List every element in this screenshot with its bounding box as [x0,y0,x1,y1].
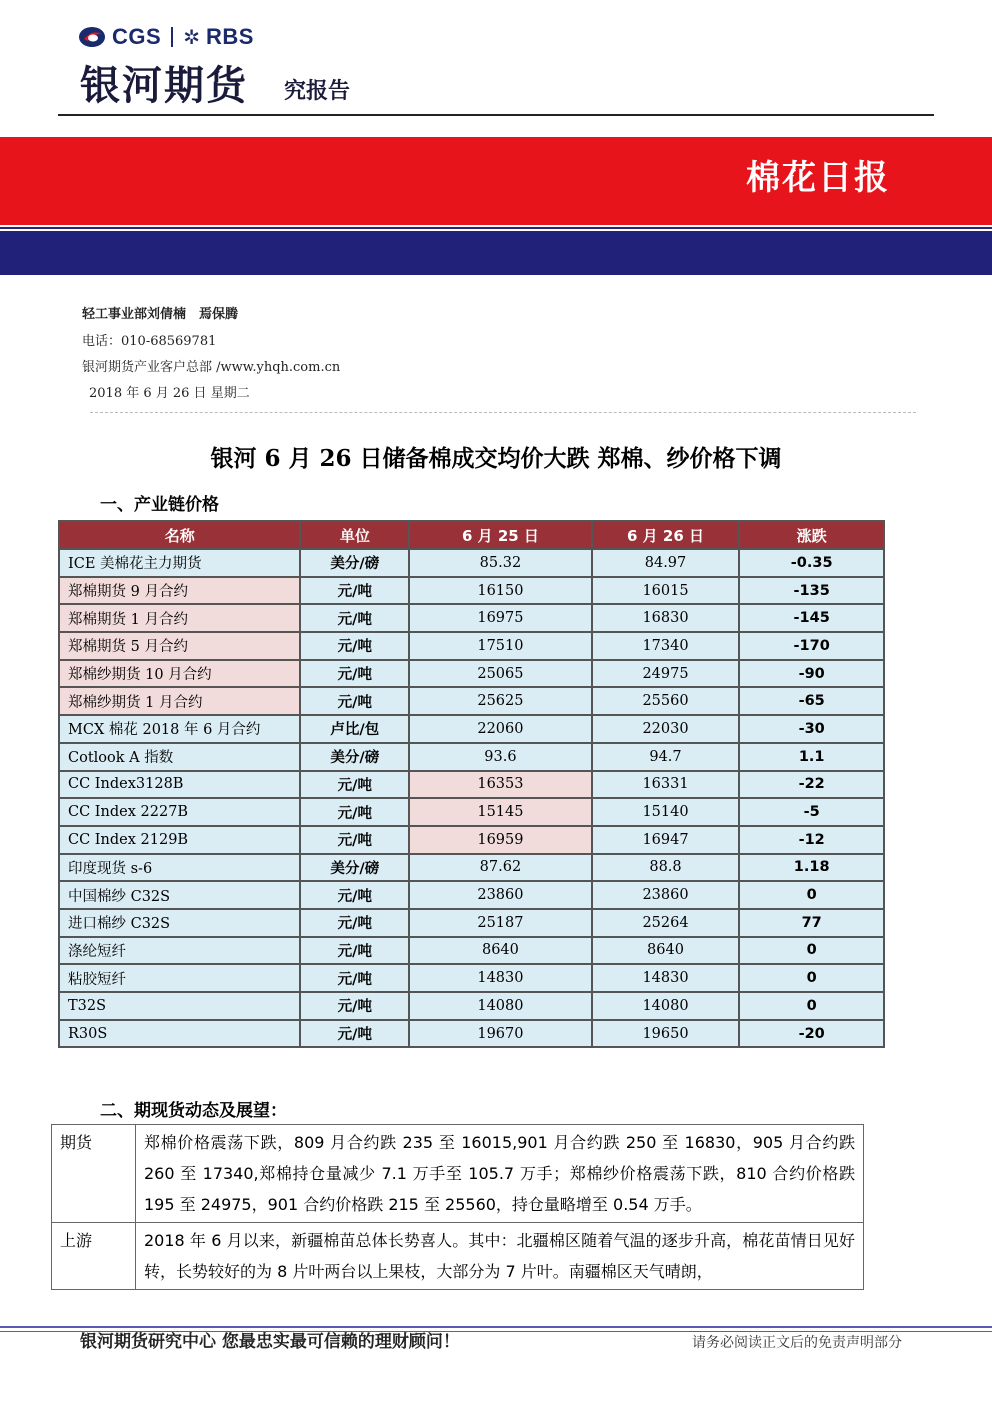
price-jun26-cell: 84.97 [592,549,740,577]
price-jun25-cell: 22060 [409,715,592,743]
footer-slogan: 银河期货研究中心 您最忠实最可信赖的理财顾问！ [80,1332,460,1352]
table-row [59,909,884,937]
logo-divider [171,27,173,47]
price-jun26-cell: 16830 [592,604,740,632]
price-jun25-cell: 19670 [409,1020,592,1048]
name-cell: Cotlook A 指数 [59,743,300,771]
outlook-label: 期货 [52,1125,136,1223]
author-line: 轻工事业部刘倩楠 焉保腾 [82,307,239,322]
outlook-row [52,1223,864,1290]
name-cell: MCX 棉花 2018 年 6 月合约 [59,715,300,743]
change-cell: 1.1 [739,743,884,771]
table-row [59,687,884,715]
name-cell: 郑棉期货 1 月合约 [59,604,300,632]
unit-cell: 元/吨 [300,964,409,992]
change-cell: 0 [739,937,884,965]
rbs-daisy-icon: ✲ [183,25,200,49]
name-cell: 郑棉纱期货 1 月合约 [59,687,300,715]
table-row [59,604,884,632]
price-jun25-cell: 87.62 [409,854,592,882]
price-jun26-cell: 16331 [592,771,740,799]
unit-cell: 元/吨 [300,798,409,826]
price-jun25-cell: 15145 [409,798,592,826]
change-cell: 1.18 [739,854,884,882]
table-row [59,577,884,605]
name-cell: 涤纶短纤 [59,937,300,965]
price-jun26-cell: 14830 [592,964,740,992]
change-cell: -12 [739,826,884,854]
table-row [59,992,884,1020]
unit-cell: 卢比/包 [300,715,409,743]
brand-name: 银河期货 [80,62,248,109]
change-cell: 77 [739,909,884,937]
logo-cgs-text: CGS [112,24,162,49]
change-cell: -5 [739,798,884,826]
price-jun26-cell: 88.8 [592,854,740,882]
price-jun25-cell: 25625 [409,687,592,715]
name-cell: CC Index3128B [59,771,300,799]
name-cell: 进口棉纱 C32S [59,909,300,937]
phone-line: 电话：010-68569781 [82,334,217,349]
section-1-title: 一、产业链价格 [100,495,219,515]
price-table [58,520,885,1048]
logo-rbs-text: RBS [205,24,254,49]
unit-cell: 元/吨 [300,660,409,688]
unit-cell: 元/吨 [300,771,409,799]
column-header: 6 月 26 日 [592,521,740,549]
meta-divider [90,412,916,413]
name-cell: ICE 美棉花主力期货 [59,549,300,577]
unit-cell: 元/吨 [300,992,409,1020]
price-jun26-cell: 16947 [592,826,740,854]
change-cell: -0.35 [739,549,884,577]
change-cell: 0 [739,992,884,1020]
outlook-row [52,1125,864,1223]
price-table-header [59,521,884,549]
banner-divider [0,227,992,229]
name-cell: 郑棉纱期货 10 月合约 [59,660,300,688]
price-jun25-cell: 16150 [409,577,592,605]
price-jun25-cell: 14080 [409,992,592,1020]
unit-cell: 元/吨 [300,881,409,909]
price-jun26-cell: 24975 [592,660,740,688]
table-row [59,854,884,882]
table-row [59,660,884,688]
price-jun25-cell: 93.6 [409,743,592,771]
table-row [59,771,884,799]
table-row [59,964,884,992]
outlook-table [51,1124,864,1290]
price-jun26-cell: 15140 [592,798,740,826]
table-row [59,632,884,660]
cgs-swirl-icon [78,25,106,49]
table-row [59,826,884,854]
outlook-text: 郑棉价格震荡下跌，809 月合约跌 235 至 16015,901 月合约跌 250 至 16830，905 月合约跌 260 至 17340,郑棉持仓量减少 7.1 万手至 105.7 万手；郑棉纱价格震荡下跌，810 合约价格跌 195 至 24975，901 合约价格跌 215 至 25560，持仓量略增至 0.54 万手。 [136,1125,864,1223]
change-cell: -30 [739,715,884,743]
table-row [59,715,884,743]
price-jun25-cell: 17510 [409,632,592,660]
section-2-title: 二、期现货动态及展望： [100,1101,287,1121]
name-cell: 中国棉纱 C32S [59,881,300,909]
change-cell: -90 [739,660,884,688]
change-cell: -65 [739,687,884,715]
column-header: 6 月 25 日 [409,521,592,549]
name-cell: 郑棉期货 9 月合约 [59,577,300,605]
name-cell: CC Index 2227B [59,798,300,826]
website-line[interactable]: 银河期货产业客户总部 /www.yhqh.com.cn [82,360,341,375]
navy-banner [0,231,992,275]
unit-cell: 美分/磅 [300,743,409,771]
price-jun26-cell: 19650 [592,1020,740,1048]
name-cell: T32S [59,992,300,1020]
unit-cell: 元/吨 [300,632,409,660]
unit-cell: 元/吨 [300,687,409,715]
price-jun26-cell: 25264 [592,909,740,937]
document-title: 银河 6 月 26 日储备棉成交均价大跌 郑棉、纱价格下调 [210,445,782,472]
name-cell: 印度现货 s-6 [59,854,300,882]
name-cell: R30S [59,1020,300,1048]
price-jun26-cell: 25560 [592,687,740,715]
logo [78,24,254,50]
table-row [59,881,884,909]
price-jun25-cell: 16353 [409,771,592,799]
name-cell: 郑棉期货 5 月合约 [59,632,300,660]
column-header: 涨跌 [739,521,884,549]
price-jun25-cell: 16959 [409,826,592,854]
report-title: 棉花日报 [746,158,890,198]
price-jun25-cell: 16975 [409,604,592,632]
price-jun26-cell: 16015 [592,577,740,605]
footer-disclaimer: 请务必阅读正文后的免责声明部分 [692,1335,902,1351]
column-header: 名称 [59,521,300,549]
unit-cell: 元/吨 [300,604,409,632]
date-line: 2018 年 6 月 26 日 星期二 [89,386,250,401]
table-row [59,1020,884,1048]
outlook-text: 2018 年 6 月以来，新疆棉苗总体长势喜人。其中：北疆棉区随着气温的逐步升高，棉花苗情日见好转，长势较好的为 8 片叶两台以上果枝，大部分为 7 片叶。南疆棉区天气晴朗， [136,1223,864,1290]
price-jun25-cell: 85.32 [409,549,592,577]
price-jun26-cell: 94.7 [592,743,740,771]
price-jun25-cell: 23860 [409,881,592,909]
unit-cell: 元/吨 [300,826,409,854]
outlook-label: 上游 [52,1223,136,1290]
name-cell: CC Index 2129B [59,826,300,854]
unit-cell: 美分/磅 [300,549,409,577]
change-cell: -170 [739,632,884,660]
unit-cell: 美分/磅 [300,854,409,882]
price-jun25-cell: 25065 [409,660,592,688]
change-cell: -20 [739,1020,884,1048]
change-cell: -22 [739,771,884,799]
table-row [59,937,884,965]
price-jun26-cell: 22030 [592,715,740,743]
change-cell: 0 [739,964,884,992]
table-row [59,743,884,771]
column-header: 单位 [300,521,409,549]
header-divider [58,114,934,116]
change-cell: 0 [739,881,884,909]
unit-cell: 元/吨 [300,1020,409,1048]
table-row [59,798,884,826]
unit-cell: 元/吨 [300,577,409,605]
price-jun25-cell: 8640 [409,937,592,965]
change-cell: -145 [739,604,884,632]
price-jun26-cell: 8640 [592,937,740,965]
unit-cell: 元/吨 [300,937,409,965]
price-jun26-cell: 23860 [592,881,740,909]
table-row [59,549,884,577]
price-jun25-cell: 25187 [409,909,592,937]
price-jun25-cell: 14830 [409,964,592,992]
price-jun26-cell: 17340 [592,632,740,660]
price-jun26-cell: 14080 [592,992,740,1020]
unit-cell: 元/吨 [300,909,409,937]
report-type: 究报告 [284,78,351,104]
name-cell: 粘胶短纤 [59,964,300,992]
change-cell: -135 [739,577,884,605]
